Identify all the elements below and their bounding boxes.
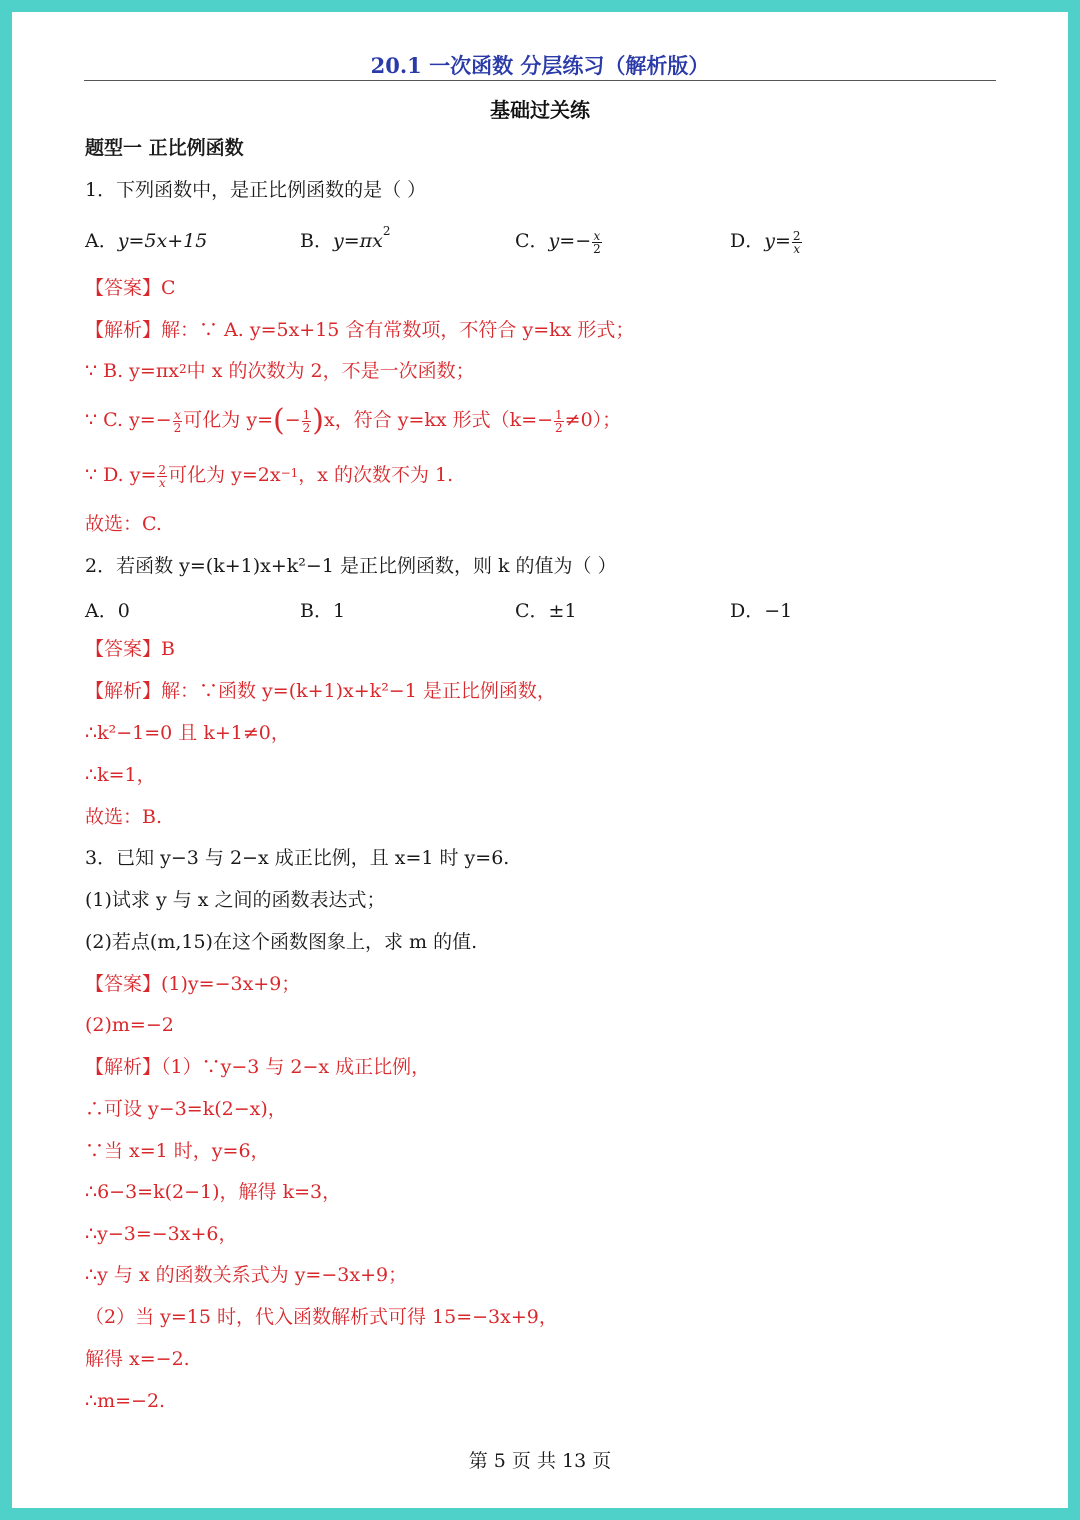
q1-sol3-frac1-den: 2	[173, 420, 182, 435]
q1-sol3-frac1-num: x	[174, 407, 181, 422]
q1-option-d-num: 2	[792, 228, 801, 243]
q2-solution-1: 【解析】解：∵函数 y=(k+1)x+k²−1 是正比例函数，	[85, 680, 556, 702]
q2-option-c: C．±1	[515, 600, 577, 622]
q1-solution-4	[85, 463, 453, 489]
q2-answer: 【答案】B	[85, 638, 175, 660]
section-title: 基础过关练	[490, 98, 590, 122]
page-number: 第 5 页 共 13 页	[468, 1450, 612, 1472]
q3-part-1: (1)试求 y 与 x 之间的函数表达式；	[85, 889, 386, 911]
q1-sol3-lparen: (	[273, 403, 285, 438]
q3-solution-4: ∴6−3=k(2−1)，解得 k=3，	[85, 1181, 342, 1203]
q1-sol3-b: 可化为 y=	[183, 409, 273, 431]
q1-sol3-a: ∵ C. y=−	[85, 409, 172, 431]
q1-solution-1: 【解析】解：∵ A. y=5x+15 含有常数项，不符合 y=kx 形式；	[85, 319, 635, 341]
q1-option-c-fraction	[592, 230, 602, 255]
q3-solution-2: ∴可设 y−3=k(2−x)，	[85, 1098, 287, 1120]
q1-option-b-text: y=πx	[332, 230, 383, 252]
q1-option-c-text: y=−	[548, 230, 592, 252]
q1-sol2-exp: 2	[179, 362, 187, 376]
q1-sol4-frac	[157, 464, 167, 489]
q3-solution-7: （2）当 y=15 时，代入函数解析式可得 15=−3x+9，	[85, 1306, 558, 1328]
q1-sol4-frac-num: 2	[158, 462, 167, 477]
q1-sol4-a: ∵ D. y=	[85, 464, 157, 486]
q1-option-c-den: 2	[593, 241, 601, 256]
q1-option-b-label: B．	[300, 230, 333, 252]
q3-solution-1: 【解析】（1）∵y−3 与 2−x 成正比例，	[85, 1056, 431, 1078]
q2-option-d: D．−1	[730, 600, 793, 622]
q1-solution-3	[85, 403, 622, 438]
q1-option-d-label: D．	[730, 230, 765, 252]
q1-option-b-exp: 2	[382, 224, 391, 238]
q3-solution-5: ∴y−3=−3x+6，	[85, 1223, 238, 1245]
q1-sol3-frac2	[302, 409, 312, 434]
q1-stem: 1．下列函数中，是正比例函数的是（ ）	[85, 179, 427, 201]
q3-solution-3: ∵当 x=1 时，y=6，	[85, 1140, 270, 1162]
q1-sol3-frac3-num: 1	[555, 407, 563, 422]
q1-sol4-c: ，x 的次数不为 1.	[298, 464, 454, 486]
q1-option-d	[730, 226, 803, 255]
q3-solution-9: ∴m=−2.	[85, 1390, 166, 1412]
q2-solution-4: 故选：B.	[85, 806, 163, 828]
q1-sol2-a: ∵ B. y=πx	[85, 360, 180, 382]
q3-solution-6: ∴y 与 x 的函数关系式为 y=−3x+9；	[85, 1264, 408, 1286]
q1-solution-5: 故选：C.	[85, 513, 162, 535]
type-heading: 题型一 正比例函数	[85, 137, 244, 159]
q1-option-c	[515, 226, 603, 255]
q1-sol3-minus: −	[284, 409, 301, 431]
document-page	[12, 12, 1068, 1508]
q1-option-c-label: C．	[515, 230, 549, 252]
document-title: 20.1 一次函数 分层练习（解析版）	[370, 53, 710, 78]
q1-option-d-fraction	[792, 230, 802, 255]
q1-sol4-frac-den: x	[158, 475, 166, 490]
q1-sol3-frac3-den: 2	[555, 420, 563, 435]
header-rule	[84, 80, 996, 81]
q1-option-d-den: x	[793, 241, 801, 256]
q1-sol3-frac2-den: 2	[302, 420, 311, 435]
q3-solution-8: 解得 x=−2.	[85, 1348, 190, 1370]
q2-option-b: B．1	[300, 600, 346, 622]
q3-answer-1: 【答案】(1)y=−3x+9；	[85, 973, 301, 995]
q1-option-a-text: y=5x+15	[117, 230, 208, 252]
q2-stem: 2．若函数 y=(k+1)x+k²−1 是正比例函数，则 k 的值为（ ）	[85, 555, 617, 577]
q1-sol4-b: 可化为 y=2x	[168, 464, 281, 486]
q1-sol3-frac2-num: 1	[302, 407, 311, 422]
q2-option-a: A．0	[85, 600, 130, 622]
q2-solution-2: ∴k²−1=0 且 k+1≠0，	[85, 722, 290, 744]
q1-sol2-b: 中 x 的次数为 2，不是一次函数；	[186, 360, 475, 382]
q3-part-2: (2)若点(m,15)在这个函数图象上，求 m 的值.	[85, 931, 478, 953]
q1-answer: 【答案】C	[85, 277, 176, 299]
q1-sol3-frac3	[554, 409, 564, 434]
q1-sol3-d: ≠0）；	[564, 409, 622, 431]
q1-sol3-rparen: )	[312, 403, 324, 438]
q1-solution-2	[85, 359, 475, 383]
q3-stem: 3．已知 y−3 与 2−x 成正比例，且 x=1 时 y=6.	[85, 847, 510, 869]
q1-option-c-num: x	[593, 228, 601, 243]
q1-option-d-text: y=	[764, 230, 791, 252]
q1-option-a-label: A．	[85, 230, 118, 252]
q1-option-a	[85, 226, 207, 253]
q3-answer-2: (2)m=−2	[85, 1014, 174, 1036]
q1-sol3-frac1	[173, 409, 183, 434]
q1-sol3-c: x，符合 y=kx 形式（k=−	[324, 409, 554, 431]
q2-solution-3: ∴k=1，	[85, 764, 156, 786]
q1-option-b	[300, 226, 390, 253]
q1-sol4-exp: −1	[280, 466, 299, 480]
